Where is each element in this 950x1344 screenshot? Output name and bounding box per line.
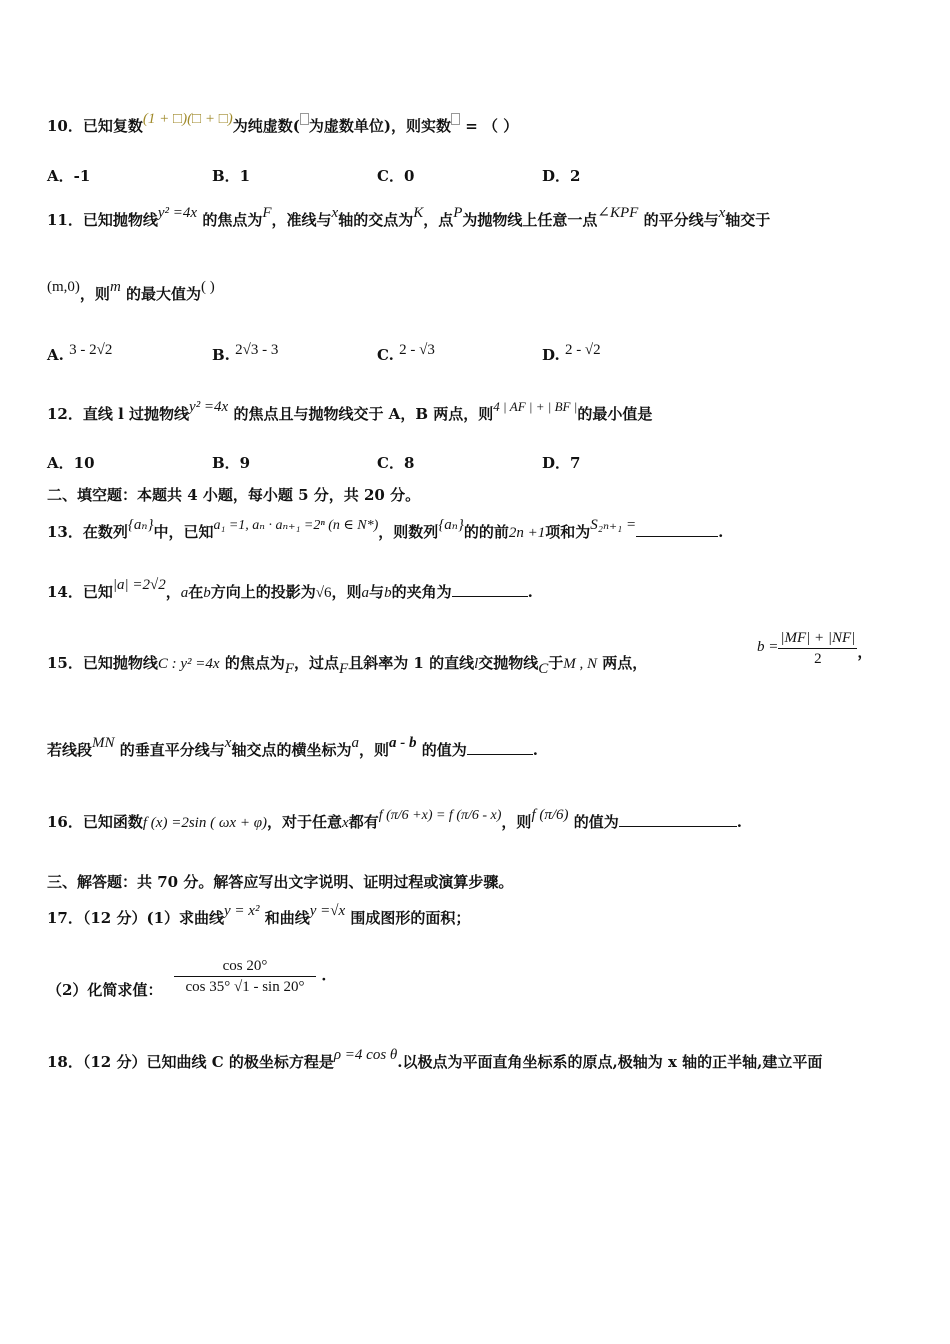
q11-option-d-value: 2 - √2	[564, 342, 601, 358]
q17-part-2-label: （2）化简求值：	[47, 981, 163, 999]
q15-b-fraction	[778, 628, 857, 669]
q15-text-6: 于	[548, 654, 564, 672]
q10-text-2: 为纯虚数(	[232, 117, 300, 135]
q12-text-2: 的焦点且与抛物线交于 A，B 两点，则	[233, 405, 494, 423]
q14-text-1: 已知	[82, 583, 113, 601]
q15-text-10: 的垂直平分线与	[119, 741, 225, 759]
q11-option-c-value: 2 - √3	[399, 342, 435, 358]
q15-line-l: l	[474, 656, 479, 672]
q15-parabola: C : y² =4x	[157, 656, 220, 672]
q17-text-2: 和曲线	[264, 909, 310, 927]
q15-text-13: 的值为	[421, 741, 467, 759]
q10-text-1: 已知复数	[82, 117, 143, 135]
q17-number: 17．	[47, 909, 83, 927]
question-18	[47, 1047, 823, 1073]
q15-segment-mn: MN	[92, 735, 115, 751]
q10-option-a: A．-1	[47, 167, 91, 185]
question-11-line-2	[47, 279, 215, 305]
q15-text-5: 交抛物线	[478, 654, 539, 672]
q14-text-5: ，则	[331, 583, 362, 601]
q16-x: x	[342, 815, 349, 831]
q13-number: 13．	[47, 523, 83, 541]
question-10	[47, 111, 519, 137]
q18-polar-equation: ρ =4 cos θ	[333, 1047, 398, 1063]
q11-x-2: x	[718, 205, 726, 221]
q14-answer-blank	[452, 582, 528, 597]
q16-symmetry: f (π/6 +x) = f (π/6 - x)	[378, 808, 502, 823]
section-3-heading: 三、解答题：共 70 分。解答应写出文字说明、证明过程或演算步骤。	[47, 873, 514, 891]
q15-text-2: 的焦点为	[224, 654, 285, 672]
q15-text-11: 轴交点的横坐标为	[231, 741, 352, 759]
q15-b-numerator: |MF| + |NF|	[778, 628, 857, 649]
q15-text-8: ，	[857, 642, 873, 661]
q14-text-7: 的夹角为	[391, 583, 452, 601]
q11-option-a-value: 3 - 2√2	[69, 342, 113, 358]
question-16	[47, 807, 743, 834]
q14-text-4: 方向上的投影为	[210, 583, 316, 601]
q11-option-b-label: B.	[212, 346, 230, 364]
q15-focus-f: F	[284, 661, 294, 677]
q10-option-d: D．2	[542, 167, 581, 185]
q18-text-1: （12 分）已知曲线 C 的极坐标方程是	[82, 1053, 334, 1071]
q14-text-6: 与	[369, 583, 385, 601]
q17-fraction-body	[174, 956, 316, 997]
q16-text-3: 都有	[348, 813, 379, 831]
q16-text-1: 已知函数	[82, 813, 143, 831]
q16-f-pi-6: f (π/6)	[531, 807, 569, 823]
q18-text-2: .以极点为平面直角坐标系的原点,极轴为 x 轴的正半轴,建立平面	[397, 1053, 823, 1071]
q11-answer-paren: ( )	[201, 279, 215, 295]
q17-fraction-numerator: cos 20°	[174, 956, 316, 977]
q14-text-2: ，	[165, 583, 181, 601]
q15-text-7: 两点，	[602, 654, 648, 672]
q15-text-4: 且斜率为 1 的直线	[348, 654, 475, 672]
q11-text-10: 的最大值为	[126, 285, 202, 303]
q14-vector-b-2: b	[384, 585, 392, 601]
q13-sequence-2: {aₙ}	[438, 517, 464, 533]
q13-end: .	[718, 523, 724, 541]
q12-option-a: A．10	[47, 454, 95, 472]
q11-parabola: y² =4x	[157, 205, 198, 221]
q10-option-c: C．0	[377, 167, 415, 185]
question-11	[47, 205, 771, 231]
q13-text-1: 在数列	[82, 523, 128, 541]
q15-curve-c: C	[538, 661, 549, 677]
q13-text-2: 中，已知	[153, 523, 214, 541]
q11-text-1: 已知抛物线	[82, 211, 158, 229]
q11-option-b	[212, 340, 279, 364]
q13-answer-blank	[636, 522, 718, 537]
q16-answer-blank	[619, 812, 737, 827]
q10-real-number-glyph	[451, 113, 460, 125]
q15-b-lhs: b =	[757, 638, 779, 655]
question-15	[47, 653, 648, 677]
q11-text-8: 轴交于	[725, 211, 771, 229]
q17-text-1: （12 分）(1）求曲线	[82, 909, 225, 927]
q16-text-4: ，则	[501, 813, 532, 831]
q12-option-c: C．8	[377, 454, 415, 472]
q15-a: a	[351, 735, 359, 751]
q11-point-m0: (m,0)	[47, 279, 80, 295]
q12-text-3: 的最小值是	[577, 405, 653, 423]
q11-option-c	[377, 340, 435, 364]
q13-recurrence: a₁ =1, aₙ · aₙ₊₁ =2ⁿ (n ∈ N*)	[213, 518, 379, 533]
q11-text-2: 的焦点为	[202, 211, 263, 229]
q15-a-minus-b: a - b	[388, 735, 417, 751]
q16-text-2: ，对于任意	[267, 813, 343, 831]
q11-x: x	[331, 205, 339, 221]
q15-b-definition	[757, 628, 872, 669]
q13-text-5: 项和为	[545, 523, 591, 541]
q11-text-7: 的平分线与	[643, 211, 719, 229]
q15-text-3: ，过点	[294, 654, 340, 672]
q11-angle: ∠KPF	[597, 205, 639, 221]
q11-focus-f: F	[262, 205, 272, 221]
q11-m: m	[109, 279, 121, 295]
q14-number: 14．	[47, 583, 83, 601]
q15-answer-blank	[467, 740, 533, 755]
q11-option-a	[47, 340, 113, 364]
q15-number: 15．	[47, 654, 83, 672]
q15-text-9: 若线段	[47, 741, 93, 759]
q11-text-4: 轴的交点为	[338, 211, 414, 229]
q17-curve-1: y = x²	[224, 903, 260, 919]
q12-option-b: B．9	[212, 454, 251, 472]
q10-number: 10．	[47, 117, 83, 135]
q16-text-5: 的值为	[573, 813, 619, 831]
q12-expression: 4 | AF | + | BF |	[493, 399, 578, 414]
q15-text-1: 已知抛物线	[82, 654, 158, 672]
q10-text-4: = （ ）	[465, 117, 519, 135]
q11-option-d	[542, 340, 601, 364]
q16-end: .	[736, 813, 743, 831]
q15-end: .	[532, 741, 538, 759]
q17-fraction	[174, 956, 326, 997]
q12-number: 12．	[47, 405, 83, 423]
q13-text-3: ，则数列	[378, 523, 439, 541]
question-13	[47, 517, 724, 544]
q11-option-d-label: D.	[542, 346, 560, 364]
q10-complex-expression: (1 + □)(□ + □)	[142, 111, 233, 127]
q15-focus-f-2: F	[339, 661, 349, 677]
q11-p: P	[453, 205, 463, 221]
q15-points-mn: M , N	[563, 656, 598, 672]
q17-text-3: 围成图形的面积；	[350, 909, 471, 927]
q13-sequence: {aₙ}	[127, 517, 154, 533]
q12-option-d: D．7	[542, 454, 581, 472]
q13-term-count: 2n +1	[508, 525, 546, 541]
q15-text-12: ，则	[358, 741, 389, 759]
question-17	[47, 903, 471, 929]
section-2-heading: 二、填空题：本题共 4 小题，每小题 5 分，共 20 分。	[47, 486, 421, 504]
q17-fraction-denominator: cos 35° √1 - sin 20°	[185, 979, 305, 995]
q14-text-3: 在	[188, 583, 204, 601]
q11-text-3: ，准线与	[271, 211, 332, 229]
q14-vector-b: b	[203, 585, 211, 601]
q11-text-5: ，点	[423, 211, 454, 229]
q11-option-a-label: A.	[47, 346, 64, 364]
q17-curve-2: y =√x	[309, 903, 346, 919]
q12-text-1: 直线 l 过抛物线	[82, 405, 190, 423]
q11-k: K	[413, 205, 424, 221]
q12-parabola: y² =4x	[189, 399, 229, 415]
q16-number: 16．	[47, 813, 83, 831]
q16-function: f (x) =2sin ( ωx + φ)	[142, 815, 267, 831]
q11-number: 11．	[47, 211, 83, 229]
q11-text-6: 为抛物线上任意一点	[462, 211, 598, 229]
q13-sum: S₂ₙ₊₁ =	[590, 517, 637, 533]
q11-option-c-label: C.	[377, 346, 394, 364]
q14-projection: √6	[315, 585, 332, 601]
question-12	[47, 399, 653, 425]
q11-option-b-value: 2√3 - 3	[235, 342, 279, 358]
q10-text-3: 为虚数单位)，则实数	[308, 117, 452, 135]
q17-end: .	[321, 966, 327, 985]
q10-imaginary-unit-glyph	[300, 113, 309, 125]
q14-end: .	[527, 583, 533, 601]
q14-magnitude: |a| =2√2	[112, 577, 166, 593]
q15-b-denominator: 2	[814, 651, 822, 667]
q10-option-b: B．1	[212, 167, 251, 185]
question-15-line-2	[47, 735, 538, 761]
q11-text-9: ，则	[79, 285, 110, 303]
q14-vector-a: a	[180, 585, 189, 601]
q14-vector-a-2: a	[361, 585, 370, 601]
q13-text-4: 的的前	[463, 523, 509, 541]
question-14	[47, 577, 533, 603]
q18-number: 18．	[47, 1053, 83, 1071]
q15-x: x	[224, 735, 232, 751]
question-17-part-2	[47, 980, 162, 1000]
